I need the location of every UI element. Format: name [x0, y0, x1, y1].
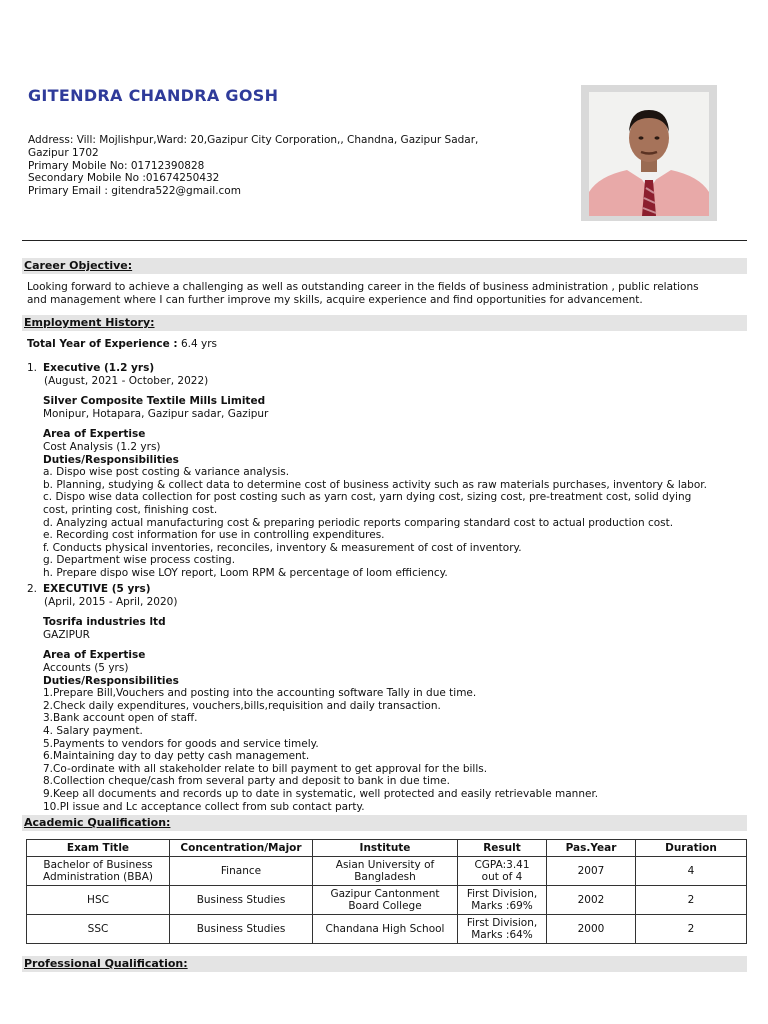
- table-row: [27, 886, 747, 915]
- institute: Board College: [348, 900, 422, 912]
- major-cell: Finance: [170, 857, 313, 886]
- institute: Asian University of: [335, 858, 435, 871]
- exam-title-cell: HSC: [27, 886, 170, 915]
- profile-photo: [589, 92, 709, 216]
- duty-item: b. Planning, studying & collect data to determine cost of business activity such as raw materials purchases, inventory & labor.: [43, 478, 707, 491]
- duty-item: 6.Maintaining day to day petty cash management.: [43, 750, 310, 763]
- duty-item: 8.Collection cheque/cash from several party and deposit to bank in due time.: [43, 775, 450, 788]
- duty-item: 1.Prepare Bill,Vouchers and posting into the accounting software Tally in due time.: [43, 687, 477, 700]
- result: First Division,: [466, 887, 538, 900]
- job-entry: [43, 362, 707, 580]
- duty-item: 3.Bank account open of staff.: [43, 712, 198, 725]
- result: Marks :69%: [471, 900, 533, 912]
- job-period: (August, 2021 - October, 2022): [44, 374, 209, 387]
- job-title: EXECUTIVE (5 yrs): [43, 583, 151, 595]
- duty-item: e. Recording cost information for use in controlling expenditures.: [43, 529, 385, 542]
- contact-block: [28, 134, 478, 198]
- duty-item: g. Department wise process costing.: [43, 554, 236, 567]
- section-heading: Employment History:: [24, 316, 155, 329]
- company-name: Tosrifa industries ltd: [43, 616, 166, 629]
- result: out of 4: [481, 871, 523, 883]
- institute-cell: [313, 857, 458, 886]
- total-experience-label: Total Year of Experience :: [27, 338, 178, 350]
- duty-item: 7.Co-ordinate with all stakeholder relate to bill payment to get approval for the bills.: [43, 762, 488, 775]
- duties-label: Duties/Responsibilities: [43, 674, 179, 687]
- job-period: (April, 2015 - April, 2020): [44, 595, 178, 608]
- duty-item: 9.Keep all documents and records up to date in systematic, well protected and easily retrievable manner.: [43, 787, 599, 800]
- email: Primary Email : gitendra522@gmail.com: [28, 185, 241, 198]
- result-cell: [458, 886, 547, 915]
- col-major: Concentration/Major: [170, 840, 313, 857]
- career-objective-text: [27, 281, 739, 306]
- section-heading: Professional Qualification:: [24, 957, 188, 970]
- exam-title-cell: [27, 857, 170, 886]
- duration-cell: 2: [636, 886, 747, 915]
- section-heading: Career Objective:: [24, 259, 133, 272]
- expertise-value: Accounts (5 yrs): [43, 661, 129, 674]
- expertise-label: Area of Expertise: [43, 649, 146, 662]
- primary-mobile: Primary Mobile No: 01712390828: [28, 159, 205, 172]
- expertise-label: Area of Expertise: [43, 428, 146, 441]
- section-employment-history: [22, 315, 747, 331]
- duty-item: h. Prepare dispo wise LOY report, Loom RPM & percentage of loom efficiency.: [43, 566, 448, 579]
- exam-title-cell: SSC: [27, 915, 170, 944]
- duty-item: a. Dispo wise post costing & variance analysis.: [43, 466, 290, 479]
- col-exam-title: Exam Title: [27, 840, 170, 857]
- career-line: Looking forward to achieve a challenging as well as outstanding career in the fields of business administration , public relations: [27, 281, 699, 293]
- year-cell: 2002: [547, 886, 636, 915]
- table-row: [27, 915, 747, 944]
- duty-item: cost, printing cost, finishing cost.: [43, 503, 218, 516]
- address-line: Address: Vill: Mojlishpur,Ward: 20,Gazipur City Corporation,, Chandna, Gazipur Sadar,: [28, 134, 479, 146]
- table-row: [27, 857, 747, 886]
- major-cell: Business Studies: [170, 915, 313, 944]
- job-number: 2.: [27, 583, 38, 595]
- job-title: Executive (1.2 yrs): [43, 362, 155, 374]
- section-heading: Academic Qualification:: [24, 816, 171, 829]
- section-academic-qualification: [22, 815, 747, 831]
- job-number: 1.: [27, 362, 38, 374]
- company-name: Silver Composite Textile Mills Limited: [43, 395, 266, 408]
- section-professional-qualification: [22, 956, 747, 972]
- col-result: Result: [458, 840, 547, 857]
- duration-cell: 2: [636, 915, 747, 944]
- result: First Division,: [466, 916, 538, 929]
- company-location: Monipur, Hotapara, Gazipur sadar, Gazipur: [43, 407, 269, 420]
- year-cell: 2007: [547, 857, 636, 886]
- career-line: and management where I can further improve my skills, acquire experience and find opportunities for advancement.: [27, 293, 643, 306]
- exam-title: Bachelor of Business: [43, 858, 153, 871]
- institute-cell: Chandana High School: [313, 915, 458, 944]
- duties-label: Duties/Responsibilities: [43, 453, 179, 466]
- company-location: GAZIPUR: [43, 628, 90, 641]
- portrait-illustration: [589, 92, 709, 216]
- major-cell: Business Studies: [170, 886, 313, 915]
- duty-item: 5.Payments to vendors for goods and service timely.: [43, 737, 319, 750]
- duty-item: 4. Salary payment.: [43, 724, 143, 737]
- duty-item: c. Dispo wise data collection for post costing such as yarn cost, yarn dying cost, sizing cost, pre-treatment cost, solid dying: [43, 491, 692, 504]
- institute: Bangladesh: [354, 871, 416, 883]
- job-entry: [43, 583, 598, 813]
- result: CGPA:3.41: [474, 858, 530, 871]
- duration-cell: 4: [636, 857, 747, 886]
- institute-cell: [313, 886, 458, 915]
- col-duration: Duration: [636, 840, 747, 857]
- address-line-2: Gazipur 1702: [28, 146, 99, 159]
- duty-item: 2.Check daily expenditures, vouchers,bills,requisition and daily transaction.: [43, 699, 441, 712]
- candidate-name: GITENDRA CHANDRA GOSH: [28, 86, 279, 105]
- section-career-objective: [22, 258, 747, 274]
- year-cell: 2000: [547, 915, 636, 944]
- total-experience-value: 6.4 yrs: [177, 338, 217, 350]
- expertise-value: Cost Analysis (1.2 yrs): [43, 440, 161, 453]
- col-pass-year: Pas.Year: [547, 840, 636, 857]
- exam-title: Administration (BBA): [43, 871, 153, 883]
- table-header-row: [27, 840, 747, 857]
- secondary-mobile: Secondary Mobile No :01674250432: [28, 172, 220, 185]
- total-experience: [27, 338, 217, 350]
- duty-item: f. Conducts physical inventories, reconciles, inventory & measurement of cost of inventory.: [43, 541, 522, 554]
- academic-table: [26, 839, 747, 944]
- duty-item: d. Analyzing actual manufacturing cost & preparing periodic reports comparing standard cost to actual production cost.: [43, 516, 674, 529]
- institute: Gazipur Cantonment: [330, 887, 440, 900]
- header-divider: [22, 240, 747, 241]
- result: Marks :64%: [471, 929, 533, 941]
- result-cell: [458, 915, 547, 944]
- duty-item: 10.PI issue and Lc acceptance collect from sub contact party.: [43, 800, 365, 813]
- result-cell: [458, 857, 547, 886]
- col-institute: Institute: [313, 840, 458, 857]
